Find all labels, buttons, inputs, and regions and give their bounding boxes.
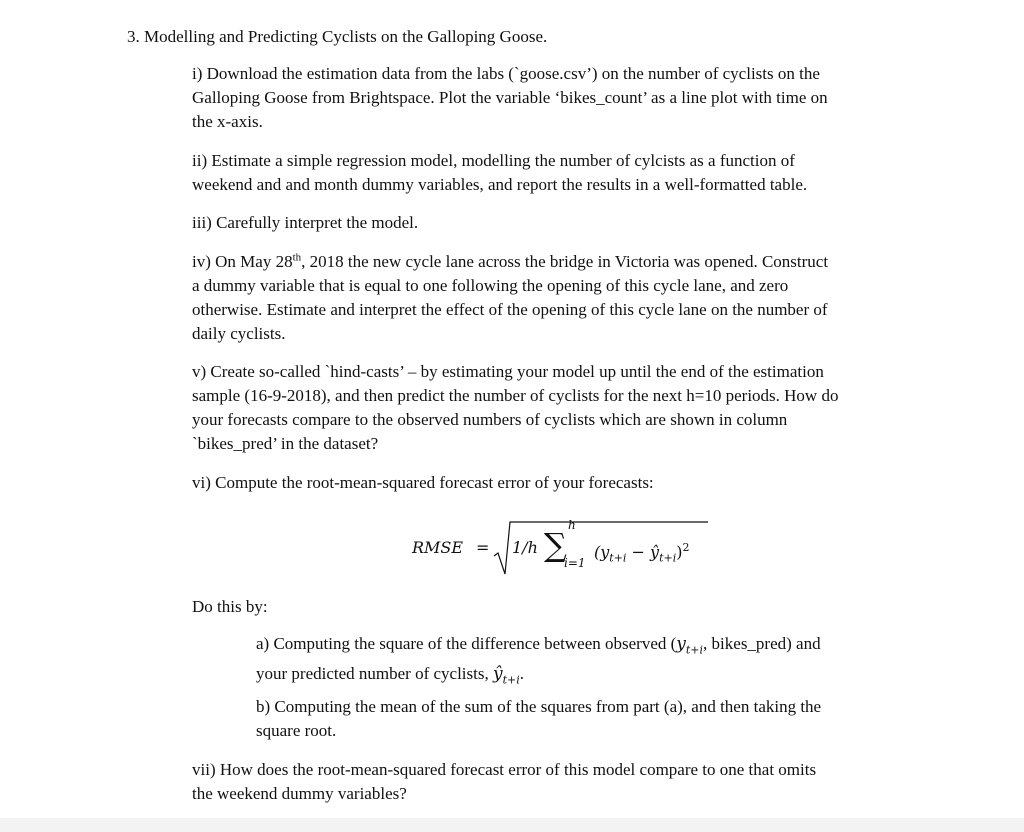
formula-factor: 1/h (512, 538, 538, 557)
part-iv-line-2: a dummy variable that is equal to one following the opening of this cycle lane, and zero (192, 276, 789, 295)
part-i-line-1: i) Download the estimation data from the labs (`goose.csv’) on the number of cyclists on the (192, 64, 820, 83)
step-a-hat-sub: t+i (502, 673, 520, 687)
part-ii-line-1: ii) Estimate a simple regression model, modelling the number of cylcists as a function of (192, 151, 795, 170)
step-a-line-1 (256, 632, 916, 662)
step-b-line-1: b) Computing the mean of the sum of the squares from part (a), and then taking the (256, 697, 822, 716)
formula-term-sub: t+i (609, 551, 627, 565)
part-v-line-3: your forecasts compare to the observed numbers of cyclists which are shown in column (192, 410, 788, 429)
part-iii-line-1: iii) Carefully interpret the model. (192, 213, 419, 232)
part-ii-line-2: weekend and and month dummy variables, and report the results in a well-formatted table. (192, 175, 808, 194)
summation-icon: ∑ (544, 526, 567, 564)
step-a-line-2-pre: your predicted number of cyclists, (256, 664, 493, 684)
formula-close: ) (676, 542, 683, 562)
part-iv-superscript: th (292, 251, 302, 264)
part-iv-line-3: otherwise. Estimate and interpret the effect of the opening of this cycle lane on the number of (192, 300, 828, 319)
step-a-var-sub: t+i (685, 643, 704, 657)
formula-minus: − (631, 542, 645, 562)
part-i-line-3: the x-axis. (192, 112, 263, 131)
part-v (192, 360, 928, 456)
part-vii-line-1: vii) How does the root-mean-squared forecast error of this model compare to one that omits (192, 760, 817, 779)
formula-term (594, 536, 689, 571)
part-vi (192, 471, 928, 495)
step-b (256, 695, 916, 743)
step-b-line-2: square root. (256, 721, 337, 740)
part-i (192, 62, 928, 134)
part-vi-line-1: vi) Compute the root-mean-squared forecast error of your forecasts: (192, 473, 654, 492)
part-vii (192, 758, 928, 806)
step-a-hat: ŷ (493, 664, 503, 685)
part-iv-line-1-post: , 2018 the new cycle lane across the bridge in Victoria was opened. Construct (301, 252, 829, 271)
formula-upper-limit: h (568, 518, 576, 532)
question-heading: 3. Modelling and Predicting Cyclists on the Galloping Goose. (127, 27, 548, 46)
step-a-line-2-post: . (519, 664, 525, 684)
part-iv-line-4: daily cyclists. (192, 324, 286, 343)
bottom-strip (0, 818, 1024, 832)
do-this-by: Do this by: (192, 597, 268, 616)
part-iv-line-1 (192, 250, 928, 274)
formula-hat: ŷ (650, 542, 660, 562)
formula-equals: = (476, 538, 490, 557)
part-iv-line-1-pre: iv) On May 28 (192, 252, 293, 271)
step-a-line-1-post: , bikes_pred) and (703, 634, 821, 653)
part-ii (192, 149, 928, 197)
formula-term-open: (y (594, 542, 610, 562)
part-v-line-4: `bikes_pred’ in the dataset? (192, 434, 379, 453)
part-iv (192, 250, 928, 346)
step-a-var: y (676, 634, 686, 654)
part-i-line-2: Galloping Goose from Brightspace. Plot the variable ‘bikes_count’ as a line plot with time on (192, 88, 828, 107)
part-v-line-1: v) Create so-called `hind-casts’ – by estimating your model up until the end of the estimation (192, 362, 824, 381)
step-a-line-1-pre: a) Computing the square of the difference between observed ( (256, 634, 677, 653)
part-iii (192, 211, 928, 235)
formula-lower-limit: i=1 (564, 556, 586, 570)
formula-hat-sub: t+i (659, 551, 677, 565)
rmse-formula (408, 510, 728, 582)
part-vii-line-2: the weekend dummy variables? (192, 784, 407, 803)
formula-power: 2 (682, 541, 690, 554)
step-a (256, 632, 916, 693)
part-v-line-2: sample (16-9-2018), and then predict the number of cyclists for the next h=10 periods. How do (192, 386, 839, 405)
step-a-line-2 (256, 662, 916, 692)
formula-lhs: RMSE (412, 538, 464, 557)
